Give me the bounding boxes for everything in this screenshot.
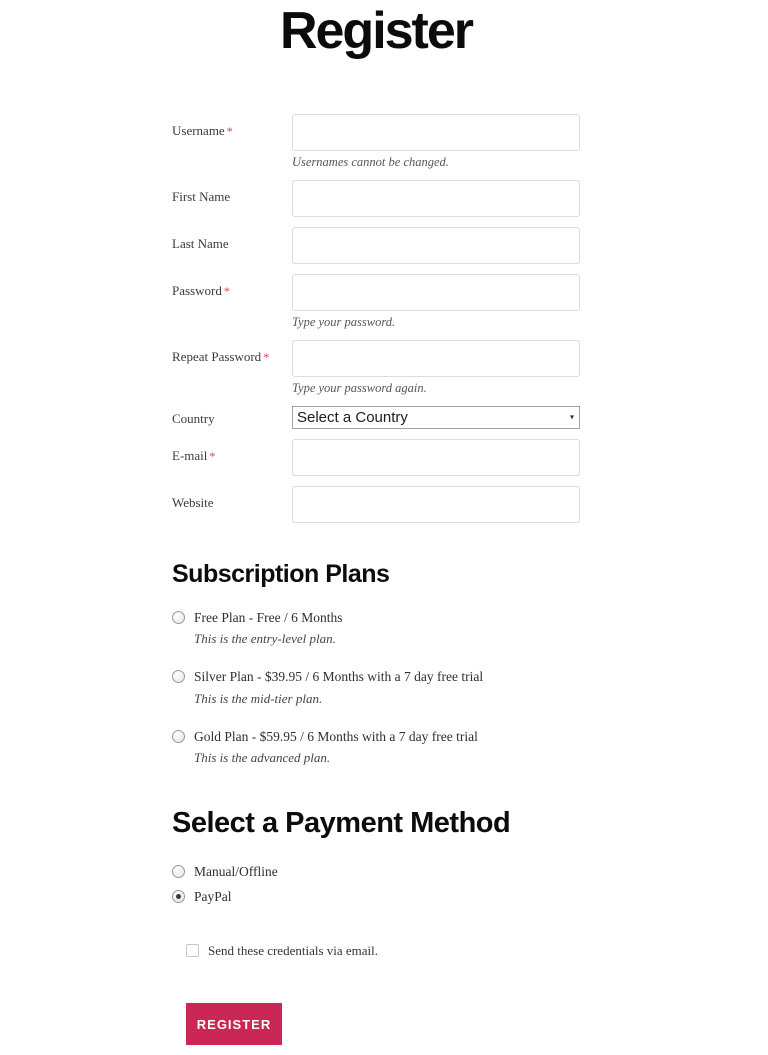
send-credentials-label: Send these credentials via email. — [208, 943, 379, 959]
form-row-email — [172, 439, 580, 476]
repeat-password-helper: Type your password again. — [292, 380, 427, 395]
form-row-country — [172, 406, 580, 429]
repeat-password-input[interactable] — [292, 340, 580, 377]
plan-item-gold — [172, 728, 580, 767]
website-input[interactable] — [292, 486, 580, 523]
plan-radio-silver[interactable] — [172, 668, 580, 686]
page-title: Register — [279, 2, 473, 60]
plan-label: Free Plan - Free / 6 Months — [194, 609, 343, 625]
username-label: Username * — [172, 122, 233, 138]
radio-icon[interactable] — [172, 670, 185, 683]
email-input[interactable] — [292, 439, 580, 476]
register-button[interactable]: REGISTER — [186, 1003, 282, 1045]
payment-method-list — [172, 863, 580, 905]
checkbox-icon[interactable] — [186, 944, 199, 957]
register-form — [172, 114, 580, 1046]
plan-description: This is the entry-level plan. — [194, 631, 336, 647]
form-row-last-name — [172, 227, 580, 264]
repeat-password-label: Repeat Password * — [172, 348, 270, 364]
username-helper: Usernames cannot be changed. — [292, 154, 449, 169]
plan-label: Gold Plan - $59.95 / 6 Months with a 7 day free trial — [194, 728, 478, 744]
required-asterisk: * — [263, 349, 270, 364]
radio-icon[interactable] — [172, 611, 185, 624]
form-row-username — [172, 114, 580, 170]
register-page — [172, 0, 580, 1045]
form-row-website — [172, 486, 580, 523]
plan-item-free — [172, 609, 580, 648]
subscription-plan-list — [172, 609, 580, 767]
subscription-plans-heading: Subscription Plans — [172, 559, 390, 588]
radio-icon[interactable] — [172, 865, 185, 878]
radio-selected-icon[interactable] — [172, 890, 185, 903]
payment-radio-manual-offline[interactable] — [172, 863, 580, 881]
payment-method-heading: Select a Payment Method — [172, 807, 511, 840]
required-asterisk: * — [223, 283, 230, 298]
required-asterisk: * — [226, 123, 233, 138]
plan-label: Silver Plan - $39.95 / 6 Months with a 7 day free trial — [194, 669, 484, 685]
first-name-input[interactable] — [292, 180, 580, 217]
last-name-input[interactable] — [292, 227, 580, 264]
plan-description: This is the advanced plan. — [194, 750, 331, 766]
form-row-first-name — [172, 180, 580, 217]
form-row-password — [172, 274, 580, 330]
password-label: Password * — [172, 282, 230, 298]
plan-radio-gold[interactable] — [172, 728, 580, 746]
country-label: Country — [172, 410, 215, 426]
username-input[interactable] — [292, 114, 580, 151]
payment-method-label: Manual/Offline — [194, 864, 278, 880]
payment-method-label: PayPal — [194, 888, 232, 904]
radio-icon[interactable] — [172, 730, 185, 743]
send-credentials-checkbox-row[interactable] — [186, 943, 580, 959]
plan-item-silver — [172, 668, 580, 707]
password-helper: Type your password. — [292, 314, 396, 329]
form-row-repeat-password — [172, 340, 580, 396]
select-dropdown-arrow-icon: ▾ — [569, 412, 574, 422]
email-label: E-mail * — [172, 447, 216, 463]
last-name-label: Last Name — [172, 235, 229, 251]
plan-description: This is the mid-tier plan. — [194, 690, 323, 706]
website-label: Website — [172, 494, 214, 510]
country-select[interactable] — [292, 406, 580, 429]
payment-radio-paypal[interactable] — [172, 888, 580, 906]
plan-radio-free[interactable] — [172, 609, 580, 627]
first-name-label: First Name — [172, 188, 231, 204]
password-input[interactable] — [292, 274, 580, 311]
required-asterisk: * — [209, 448, 216, 463]
